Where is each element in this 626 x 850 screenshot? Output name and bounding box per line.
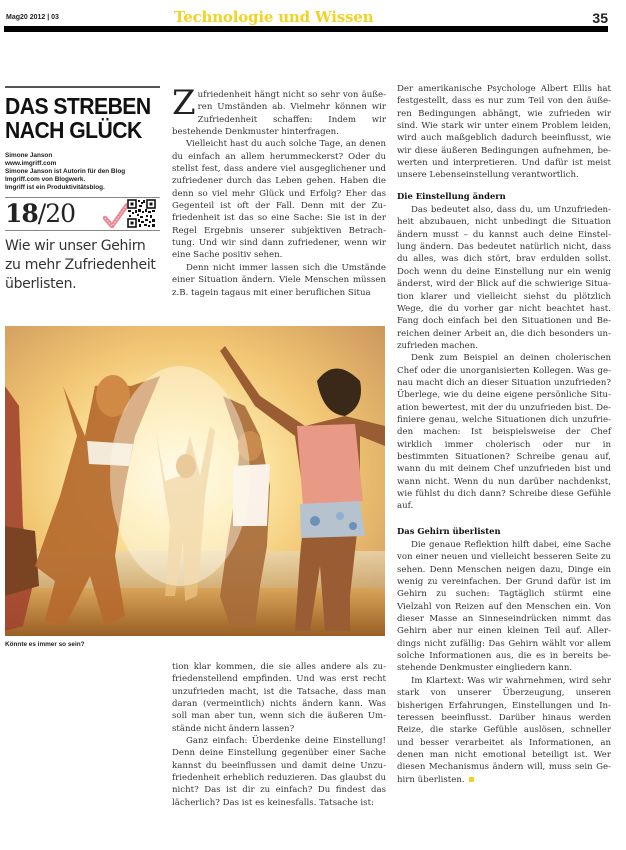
author-bio-line: Imgriff ist ein Produktivitätsblog. <box>5 184 105 191</box>
author-website: www.imgriff.com <box>5 160 57 167</box>
qr-code-icon[interactable] <box>127 199 156 228</box>
photo-caption: Könnte es immer so sein? <box>5 641 85 648</box>
beach-dancing-photo <box>5 326 385 636</box>
paragraph: Denn nicht immer lassen sich die Umstände einer Situation ändern. Viele Menschen müssen z.B. tagein tagaus mit einer beruflichen Situa <box>172 262 386 298</box>
article-title-line-1: DAS STREBEN <box>5 93 151 119</box>
paragraph-text: Im Klartext: Was wir wahrnehmen, wird sehr stark von unserer Überzeugung, unseren bisherigen Erfahrungen, Einstellungen und Interessen beeinflusst. Darüber hinaus werden Reize, die starke Gefühle auslösen, schneller und besser verarbeitet als Informationen, an denen man nicht emotional beteiligt ist. Wer diesen Mechanismus ändern will, muss sein Gehirn überlisten. <box>397 675 611 785</box>
paragraph: Das bedeutet also, dass du, um Unzufriedenheit abzubauen, nicht unbedingt die Situation ändern musst – du kannst auch deine Einstellung ändern. Das bedeutet natürlich nicht, dass du alles, was dich stört, brav erdulden sollst. Doch wenn du deine Einstellung nur ein wenig änderst, wird der Blick auf die schwierige Situation klarer und vielleicht siehst du plötzlich Wege, die du vorher gar nicht beachtet hast. Fang doch einfach bei den Situationen und Bereichen deiner Arbeit an, die dich besonders unzufrieden machen. <box>397 205 611 351</box>
article-photo <box>5 326 385 636</box>
paragraph-text: ufriedenheit hängt nicht so sehr von äußeren Umständen ab. Vielmehr können wir Zufriedenheit schaffen: Indem wir bestehende Denkmuster hinterfragen. <box>172 90 386 138</box>
subheading: Das Gehirn überlisten <box>397 525 501 536</box>
article-subtitle: Wie wir unser Gehirn zu mehr Zufriedenheit überlisten. <box>5 238 156 292</box>
author-bio-line: Simone Janson ist Autorin für den Blog <box>5 168 126 175</box>
article-column-1 <box>172 83 386 299</box>
paragraph: Vielleicht hast du auch solche Tage, an denen du einfach an allem herummeckerst? Oder du stellst fest, dass andere viel ausgeglichener und zufriedener durch das Leben gehen. Haben die denn so viel mehr Glück und Erfolg? Eher das Gegenteil ist oft der Fall. Denn mit der Zufriedenheit ist das so eine Sache: Sie ist in der Regel Ergebnis unserer subjektiven Betrachtung. Und wir sind dann zufriedener, wenn wir eine Sache positiv sehen. <box>172 139 386 261</box>
article-title-line-2: NACH GLÜCK <box>5 117 142 143</box>
paragraph: tion klar kommen, die sie alles andere als zufriedenstellend empfinden. Und was erst recht unzufrieden macht, ist die Tatsache, dass man daran (vermeintlich) nichts ändern kann. Was soll man aber tun, wenn sich die äußeren Umstände nicht ändern lassen? <box>172 662 386 734</box>
page-number: 35 <box>592 10 608 26</box>
series-counter <box>5 197 160 231</box>
article-title <box>5 93 151 143</box>
end-mark-icon <box>469 777 474 782</box>
paragraph <box>172 83 386 138</box>
series-current: 18 <box>5 199 38 228</box>
section-title: Technologie und Wissen <box>174 8 374 26</box>
paragraph: Die genaue Reflektion hilft dabei, eine Sache von einer neuen und vielleicht besseren Seite zu sehen. Denn Menschen neigen dazu, Dinge ein wenig zu vereinfachen. Der Grund dafür ist im Gehirn zu suchen: Tagtäglich stürmt eine Vielzahl von Reizen auf den Menschen ein. Von dieser Masse an Sinneseindrücken nimmt das Gehirn aber nur einen kleinen Teil auf. Allerdings nicht zufällig: Das Gehirn wählt vor allem solche Informationen aus, die es in bereits bestehende Denkmuster eingliedern kann. <box>397 540 611 674</box>
sidebar-rule <box>5 86 160 88</box>
article-column-1-continued <box>172 661 386 809</box>
author-info <box>5 152 160 192</box>
article-sidebar <box>5 86 160 294</box>
series-number <box>5 198 75 230</box>
issue-label: Mag20 2012 | 03 <box>6 14 59 21</box>
paragraph: Der amerikanische Psychologe Albert Ellis hat festgestellt, dass es nur zum Teil von den äußeren Bedingungen abhängt, wie zufrieden wir sind. Wie stark wir unter einem Problem leiden, wird auch maßgeblich dadurch beeinflusst, wie wir diese äußeren Bedingungen aufnehmen, bewerten und interpretieren. Und dafür ist meist unsere Lebenseinstellung verantwortlich. <box>397 84 611 181</box>
header-rule <box>4 26 608 32</box>
drop-cap: Z <box>172 83 196 123</box>
series-total: /20 <box>37 199 76 228</box>
author-bio-line: Imgriff.com von Blogwerk. <box>5 176 86 183</box>
paragraph: Denk zum Beispiel an deinen cholerischen Chef oder die unorganisierten Kollegen. Was genau macht dich an dieser Situation unzufrieden? Überlege, wie du deine eigene persönliche Situation bewertest, mit der du unzufrieden bist. Definiere genau, welche Situationen dich unzufrieden machen: Ist beispielsweise der Chef wirklich immer cholerisch oder nur in bestimmten Situationen? Schreibe genau auf, wann du mit deinem Chef unzufrieden bist und wann nicht. Wenn du nun darüber nachdenkst, wie fühlst du dich dann? Schreibe diese Gefühle auf. <box>397 353 611 512</box>
paragraph <box>397 675 611 786</box>
author-name: Simone Janson <box>5 152 53 159</box>
subheading: Die Einstellung ändern <box>397 190 506 201</box>
paragraph: Ganz einfach: Überdenke deine Einstellung! Denn deine Einstellung gegenüber einer Sache kannst du beeinflussen und damit deine Unzufriedenheit erheblich reduzieren. Das glaubst du nicht? Das ist dir zu einfach? Du findest das lächerlich? Das ist es keinesfalls. Tatsache ist: <box>172 736 386 808</box>
red-checkmark-icon <box>103 203 129 229</box>
article-column-2 <box>397 83 611 786</box>
